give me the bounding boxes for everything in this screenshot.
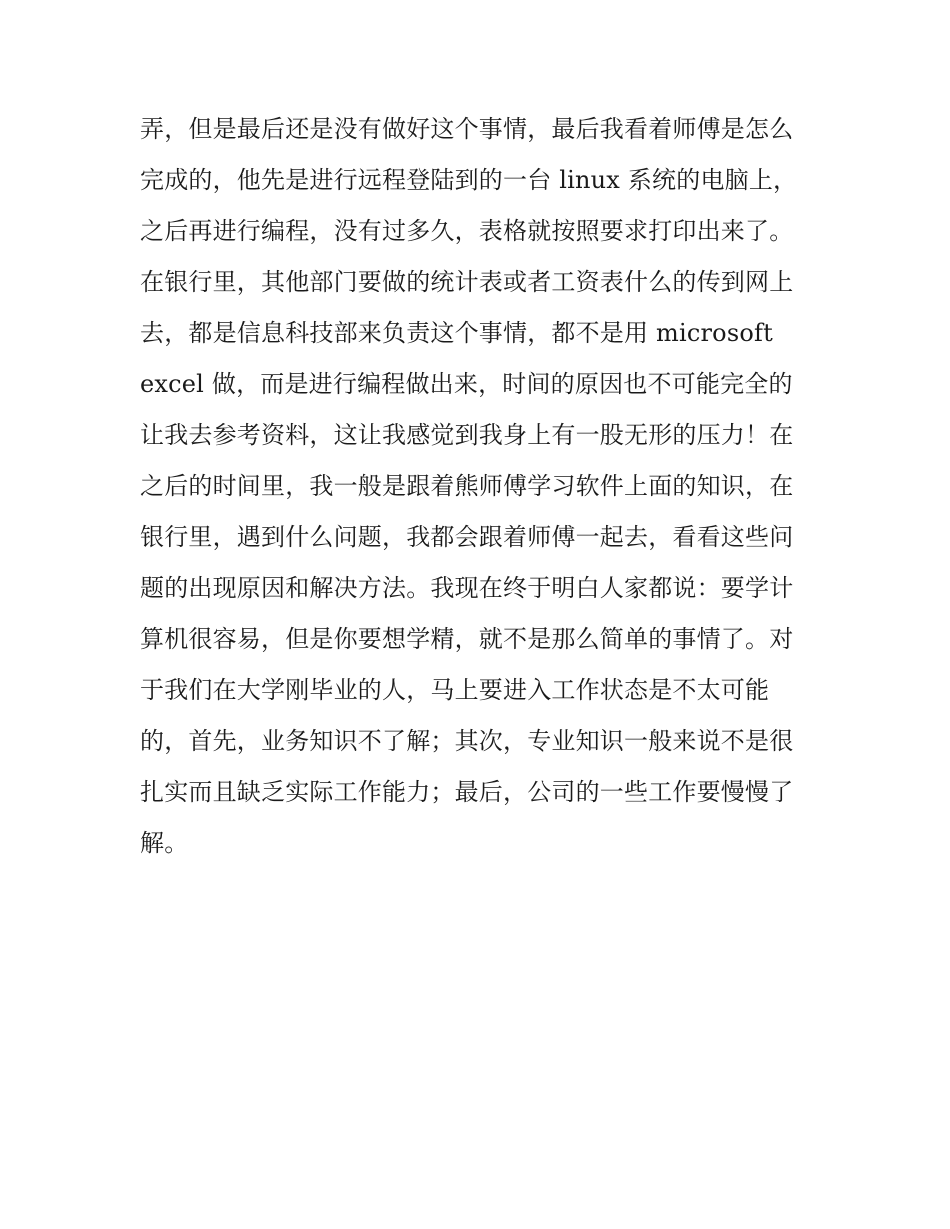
text-line: 弄，但是最后还是没有做好这个事情，最后我看着师傅是怎么: [140, 115, 794, 143]
text-line: 在银行里，其他部门要做的统计表或者工资表什么的传到网上: [140, 268, 794, 296]
text-line: 扎实而且缺乏实际工作能力；最后，公司的一些工作要慢慢了: [140, 778, 794, 806]
text-line: 题的出现原因和解决方法。我现在终于明白人家都说：要学计: [140, 574, 794, 602]
text-line: 完成的，他先是进行远程登陆到的一台 linux 系统的电脑上，: [140, 166, 798, 194]
body-paragraph: [140, 104, 820, 869]
text-line: 之后再进行编程，没有过多久，表格就按照要求打印出来了。: [140, 217, 794, 245]
text-line: excel 做，而是进行编程做出来，时间的原因也不可能完全的: [140, 370, 793, 398]
text-line: 于我们在大学刚毕业的人，马上要进入工作状态是不太可能: [140, 676, 770, 704]
text-line: 之后的时间里，我一般是跟着熊师傅学习软件上面的知识，在: [140, 472, 794, 500]
text-line: 算机很容易，但是你要想学精，就不是那么简单的事情了。对: [140, 625, 794, 653]
text-line: 解。: [140, 829, 189, 857]
text-line: 去，都是信息科技部来负责这个事情，都不是用 microsoft: [140, 319, 773, 347]
text-line: 银行里，遇到什么问题，我都会跟着师傅一起去，看看这些问: [140, 523, 794, 551]
text-line: 让我去参考资料，这让我感觉到我身上有一股无形的压力！在: [140, 421, 794, 449]
text-line: 的，首先，业务知识不了解；其次，专业知识一般来说不是很: [140, 727, 794, 755]
